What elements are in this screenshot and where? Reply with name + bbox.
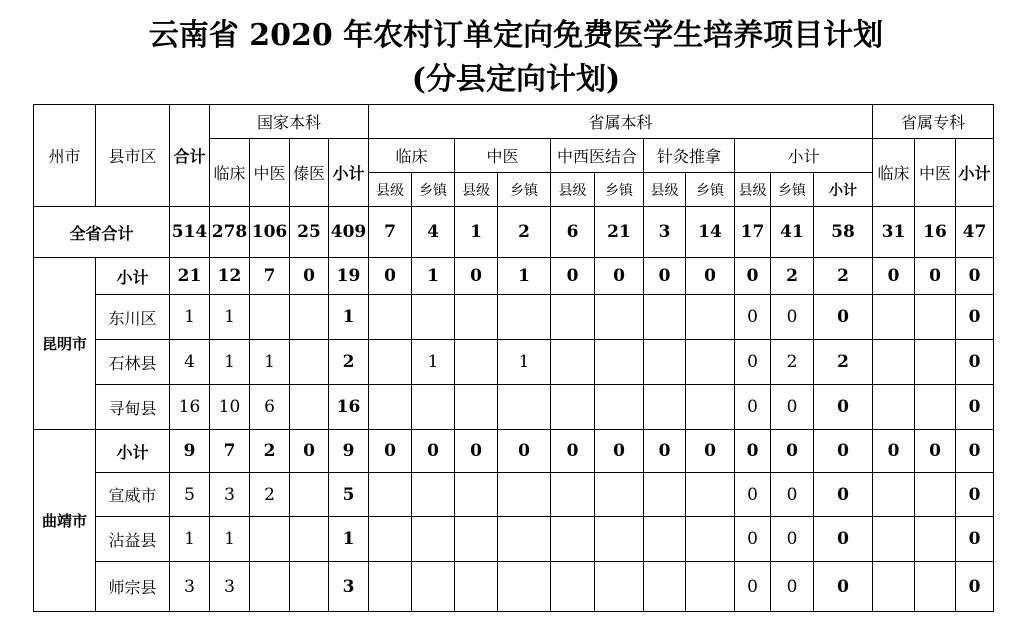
- table-cell: 9: [170, 430, 210, 473]
- table-cell: [595, 340, 644, 385]
- table-cell: 0: [956, 430, 994, 473]
- header-level-county: 县级: [644, 173, 686, 207]
- table-cell: 1: [498, 258, 551, 295]
- table-cell: 0: [369, 430, 412, 473]
- table-cell: 1: [412, 340, 455, 385]
- table-row: [34, 340, 994, 385]
- table-cell: 1: [412, 258, 455, 295]
- table-cell: 0: [814, 517, 873, 562]
- table-cell: 3: [644, 207, 686, 258]
- table-cell: [290, 295, 329, 340]
- table-cell: 0: [595, 258, 644, 295]
- province-total-row: [34, 207, 994, 258]
- table-cell: [915, 562, 956, 612]
- table-cell: 0: [455, 430, 498, 473]
- table-cell: 4: [412, 207, 455, 258]
- table-cell: [595, 385, 644, 430]
- table-cell: 0: [735, 473, 771, 517]
- table-cell: [290, 562, 329, 612]
- table-cell: 0: [814, 430, 873, 473]
- table-cell: [686, 340, 735, 385]
- table-cell: 0: [735, 517, 771, 562]
- table-cell: 0: [412, 430, 455, 473]
- table-cell: [644, 295, 686, 340]
- county-name: 东川区: [96, 295, 170, 340]
- table-cell: 0: [771, 430, 814, 473]
- table-cell: 0: [644, 258, 686, 295]
- table-cell: 6: [551, 207, 595, 258]
- table-cell: 2: [329, 340, 369, 385]
- table-cell: 1: [210, 517, 250, 562]
- table-cell: 2: [814, 340, 873, 385]
- table-cell: [644, 340, 686, 385]
- table-cell: 0: [956, 295, 994, 340]
- table-cell: [369, 385, 412, 430]
- table-cell: 409: [329, 207, 369, 258]
- table-cell: 0: [771, 473, 814, 517]
- table-cell: 0: [873, 258, 915, 295]
- county-name: 沾益县: [96, 517, 170, 562]
- table-cell: 0: [956, 473, 994, 517]
- county-name: 师宗县: [96, 562, 170, 612]
- table-cell: [686, 385, 735, 430]
- table-cell: [595, 295, 644, 340]
- prefecture-name: 曲靖市: [34, 430, 96, 612]
- table-cell: [412, 562, 455, 612]
- table-cell: 47: [956, 207, 994, 258]
- table-cell: [551, 517, 595, 562]
- header-level-subtotal: 小计: [814, 173, 873, 207]
- table-cell: 278: [210, 207, 250, 258]
- table-cell: 3: [210, 562, 250, 612]
- table-cell: 2: [250, 473, 290, 517]
- table-cell: [412, 473, 455, 517]
- header-prov-acupuncture: 针灸推拿: [644, 139, 735, 173]
- header-prov-tcm: 中医: [455, 139, 551, 173]
- table-cell: [686, 562, 735, 612]
- header-level-township: 乡镇: [771, 173, 814, 207]
- table-cell: [873, 295, 915, 340]
- table-cell: 0: [814, 473, 873, 517]
- table-cell: 1: [210, 295, 250, 340]
- table-cell: 9: [329, 430, 369, 473]
- document-subtitle: (分县定向计划): [411, 62, 621, 97]
- table-cell: [873, 340, 915, 385]
- table-cell: [551, 562, 595, 612]
- table-cell: 0: [290, 258, 329, 295]
- table-cell: [644, 385, 686, 430]
- table-cell: [915, 517, 956, 562]
- table-cell: 0: [915, 430, 956, 473]
- table-cell: [498, 295, 551, 340]
- header-level-township: 乡镇: [498, 173, 551, 207]
- table-cell: [644, 473, 686, 517]
- header-national-clinical: 临床: [210, 139, 250, 207]
- table-cell: [915, 340, 956, 385]
- header-total: 合计: [170, 105, 210, 207]
- table-cell: [873, 517, 915, 562]
- county-name: 宣威市: [96, 473, 170, 517]
- table-cell: 1: [329, 517, 369, 562]
- document-title: 云南省 2020 年农村订单定向免费医学生培养项目计划: [148, 18, 884, 53]
- table-cell: 0: [771, 517, 814, 562]
- table-cell: [250, 562, 290, 612]
- table-cell: 0: [455, 258, 498, 295]
- table-row: [34, 517, 994, 562]
- table-cell: [873, 562, 915, 612]
- table-cell: 0: [814, 295, 873, 340]
- province-total-label: 全省合计: [34, 207, 170, 258]
- header-prov-subtotal: 小计: [735, 139, 873, 173]
- table-cell: 1: [210, 340, 250, 385]
- table-cell: 3: [210, 473, 250, 517]
- table-cell: [412, 517, 455, 562]
- table-cell: 0: [956, 385, 994, 430]
- table-cell: [551, 295, 595, 340]
- table-cell: [369, 295, 412, 340]
- table-cell: [595, 562, 644, 612]
- table-cell: [412, 295, 455, 340]
- header-level-county: 县级: [369, 173, 412, 207]
- table-cell: 0: [956, 340, 994, 385]
- header-college-subtotal: 小计: [956, 139, 994, 207]
- table-cell: [915, 385, 956, 430]
- table-cell: 5: [170, 473, 210, 517]
- table-cell: 2: [250, 430, 290, 473]
- table-cell: 3: [170, 562, 210, 612]
- table-cell: [498, 562, 551, 612]
- table-cell: [290, 340, 329, 385]
- table-cell: 1: [170, 517, 210, 562]
- county-name: 石林县: [96, 340, 170, 385]
- header-level-township: 乡镇: [595, 173, 644, 207]
- table-cell: 0: [735, 562, 771, 612]
- table-cell: 3: [329, 562, 369, 612]
- table-row: [34, 473, 994, 517]
- table-cell: [250, 295, 290, 340]
- table-cell: [290, 517, 329, 562]
- header-national-subtotal: 小计: [329, 139, 369, 207]
- table-cell: 1: [250, 340, 290, 385]
- table-cell: [455, 517, 498, 562]
- table-cell: [369, 562, 412, 612]
- table-cell: 0: [498, 430, 551, 473]
- table-cell: [595, 473, 644, 517]
- table-cell: 0: [686, 258, 735, 295]
- table-cell: [644, 562, 686, 612]
- header-prov-integrated: 中西医结合: [551, 139, 644, 173]
- table-cell: 2: [498, 207, 551, 258]
- table-cell: [873, 473, 915, 517]
- header-prov-clinical: 临床: [369, 139, 455, 173]
- table-cell: 6: [250, 385, 290, 430]
- table-cell: [369, 340, 412, 385]
- table-cell: 2: [814, 258, 873, 295]
- subtotal-label: 小计: [96, 258, 170, 295]
- table-cell: 2: [771, 340, 814, 385]
- table-cell: 0: [290, 430, 329, 473]
- header-national-dai: 傣医: [290, 139, 329, 207]
- table-cell: 514: [170, 207, 210, 258]
- table-cell: [686, 473, 735, 517]
- header-national-tcm: 中医: [250, 139, 290, 207]
- header-level-county: 县级: [455, 173, 498, 207]
- table-cell: [369, 517, 412, 562]
- table-cell: [455, 562, 498, 612]
- header-level-township: 乡镇: [412, 173, 455, 207]
- table-cell: 17: [735, 207, 771, 258]
- table-cell: 19: [329, 258, 369, 295]
- header-county: 县市区: [96, 105, 170, 207]
- table-cell: 16: [915, 207, 956, 258]
- table-cell: 0: [369, 258, 412, 295]
- table-row: [34, 562, 994, 612]
- county-name: 寻甸县: [96, 385, 170, 430]
- table-cell: [915, 295, 956, 340]
- table-cell: [551, 473, 595, 517]
- table-cell: 16: [170, 385, 210, 430]
- table-cell: 0: [956, 517, 994, 562]
- table-cell: [455, 340, 498, 385]
- table-cell: 0: [814, 562, 873, 612]
- table-cell: 12: [210, 258, 250, 295]
- table-cell: [686, 517, 735, 562]
- table-cell: 0: [956, 562, 994, 612]
- table-cell: 7: [369, 207, 412, 258]
- table-cell: 10: [210, 385, 250, 430]
- table-cell: [290, 385, 329, 430]
- table-cell: [915, 473, 956, 517]
- header-prefecture: 州市: [34, 105, 96, 207]
- table-cell: 0: [551, 258, 595, 295]
- table-cell: 16: [329, 385, 369, 430]
- table-cell: [595, 517, 644, 562]
- table-cell: 0: [956, 258, 994, 295]
- table-cell: [498, 517, 551, 562]
- subtotal-row: [34, 430, 994, 473]
- table-cell: 0: [771, 562, 814, 612]
- table-cell: 21: [170, 258, 210, 295]
- table-cell: 0: [551, 430, 595, 473]
- table-cell: 0: [595, 430, 644, 473]
- table-cell: [498, 473, 551, 517]
- header-provincial-bachelor: 省属本科: [369, 105, 873, 139]
- table-cell: 5: [329, 473, 369, 517]
- table-cell: [551, 385, 595, 430]
- table-cell: [412, 385, 455, 430]
- table-cell: 0: [735, 340, 771, 385]
- table-row: [34, 295, 994, 340]
- table-cell: [455, 295, 498, 340]
- header-college-clinical: 临床: [873, 139, 915, 207]
- table-cell: 0: [771, 385, 814, 430]
- table-cell: [551, 340, 595, 385]
- table-cell: [498, 385, 551, 430]
- table-cell: 0: [735, 258, 771, 295]
- header-level-county: 县级: [735, 173, 771, 207]
- table-cell: 0: [873, 430, 915, 473]
- table-cell: [250, 517, 290, 562]
- table-cell: 0: [814, 385, 873, 430]
- subtotal-label: 小计: [96, 430, 170, 473]
- table-row: [34, 385, 994, 430]
- header-level-county: 县级: [551, 173, 595, 207]
- table-cell: 31: [873, 207, 915, 258]
- table-cell: [455, 385, 498, 430]
- table-cell: 41: [771, 207, 814, 258]
- table-cell: 2: [771, 258, 814, 295]
- table-cell: 0: [735, 430, 771, 473]
- header-provincial-college: 省属专科: [873, 105, 994, 139]
- header-national-bachelor: 国家本科: [210, 105, 369, 139]
- table-cell: 1: [498, 340, 551, 385]
- header-college-tcm: 中医: [915, 139, 956, 207]
- table-cell: 106: [250, 207, 290, 258]
- table-cell: [873, 385, 915, 430]
- table-cell: 1: [329, 295, 369, 340]
- table-cell: [290, 473, 329, 517]
- table-cell: 1: [455, 207, 498, 258]
- table-cell: 7: [250, 258, 290, 295]
- subtotal-row: [34, 258, 994, 295]
- table-cell: 0: [644, 430, 686, 473]
- table-cell: [644, 517, 686, 562]
- table-cell: 21: [595, 207, 644, 258]
- table-cell: 0: [686, 430, 735, 473]
- table-cell: 0: [915, 258, 956, 295]
- table-cell: 0: [735, 385, 771, 430]
- table-cell: [686, 295, 735, 340]
- plan-table: [33, 104, 994, 612]
- table-cell: [369, 473, 412, 517]
- table-cell: 0: [735, 295, 771, 340]
- table-cell: 0: [771, 295, 814, 340]
- prefecture-name: 昆明市: [34, 258, 96, 430]
- table-cell: 25: [290, 207, 329, 258]
- table-cell: 14: [686, 207, 735, 258]
- table-cell: 1: [170, 295, 210, 340]
- table-cell: 58: [814, 207, 873, 258]
- table-cell: 7: [210, 430, 250, 473]
- header-level-township: 乡镇: [686, 173, 735, 207]
- table-cell: [455, 473, 498, 517]
- table-cell: 4: [170, 340, 210, 385]
